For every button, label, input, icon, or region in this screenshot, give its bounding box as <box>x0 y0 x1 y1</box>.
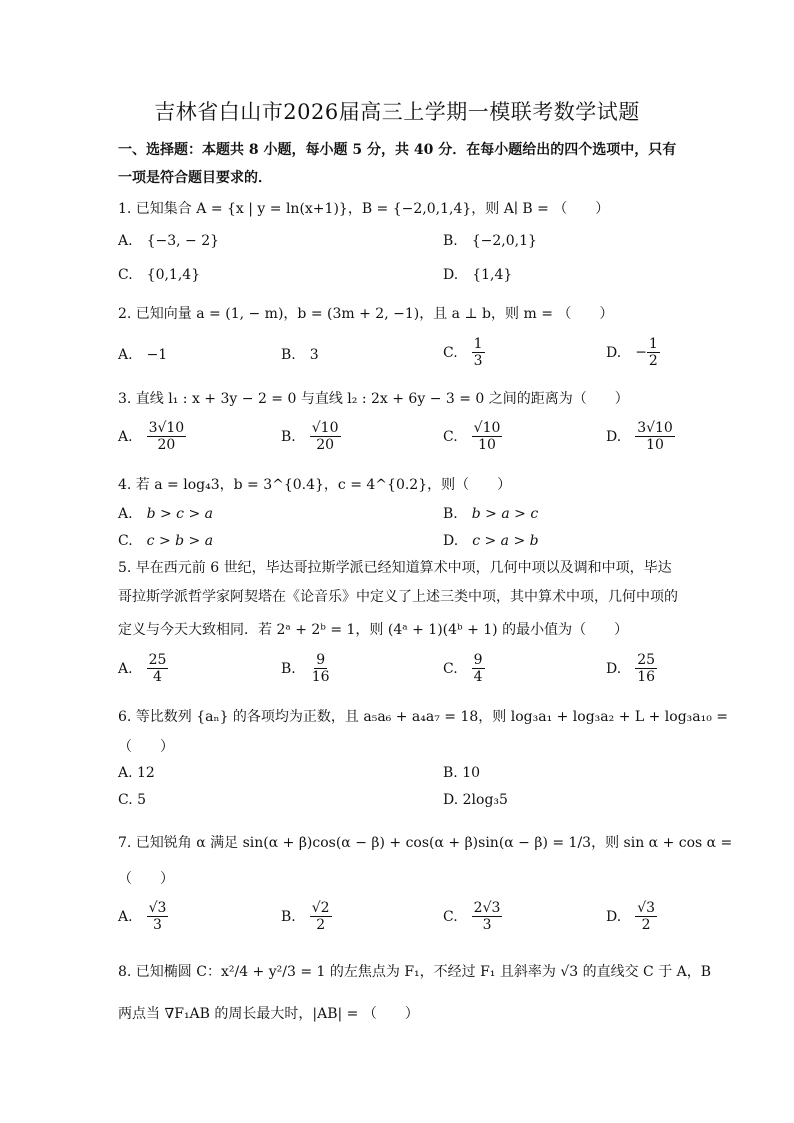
q5-option-c <box>443 652 485 685</box>
q3-option-a <box>118 420 186 453</box>
q1-option-c-text: {0,1,4} <box>146 267 201 283</box>
numerator: √10 <box>311 420 339 436</box>
numerator: 1 <box>648 336 658 352</box>
q1-option-d <box>443 267 512 283</box>
q5-option-b-fraction <box>310 652 332 685</box>
q5-option-b <box>281 652 332 685</box>
option-label: D. <box>606 344 622 361</box>
question-5-line-3: 定义与今天大致相同．若 2ᵃ + 2ᵇ = 1，则 (4ᵃ + 1)(4ᵇ + 1) 的最小值为（ ） <box>118 622 629 638</box>
option-label: D. <box>606 428 622 445</box>
q4-option-c <box>118 533 213 549</box>
q7-option-d <box>606 900 657 933</box>
option-label: A. <box>118 428 133 445</box>
q1-option-d-text: {1,4} <box>472 267 513 283</box>
q7-option-a <box>118 900 168 933</box>
question-7-line-2: （ ） <box>118 871 174 887</box>
question-2-stem: 2. 已知向量 a = (1, − m)，b = (3m + 2, −1)，且 a ⊥ b，则 m = （ ） <box>118 306 614 322</box>
q2-option-c-fraction <box>472 336 485 369</box>
q7-option-c-fraction <box>472 900 503 933</box>
numerator: 25 <box>637 652 656 668</box>
option-label: A. <box>118 347 133 363</box>
option-label: A. <box>118 233 133 249</box>
option-label: C. <box>443 660 458 677</box>
numerator: 2√3 <box>473 900 501 916</box>
option-label: B. <box>281 660 296 677</box>
q4-option-a <box>118 506 213 522</box>
q3-option-d-fraction <box>635 420 675 453</box>
q5-option-d-fraction <box>635 652 657 685</box>
section-instruction-line-1: 一、选择题：本题共 8 小题，每小题 5 分，共 40 分．在每小题给出的四个选项中，只有 <box>118 142 677 158</box>
option-label: D. <box>443 267 459 283</box>
numerator: 3√10 <box>637 420 673 436</box>
q1-option-b <box>443 233 537 249</box>
q4-option-b-text: b > a > c <box>471 506 539 522</box>
numerator: √10 <box>473 420 501 436</box>
numerator: 9 <box>316 652 326 668</box>
q4-option-c-text: c > b > a <box>146 533 214 549</box>
q4-option-b <box>443 506 538 522</box>
q6-option-b: B. 10 <box>443 765 481 781</box>
q1-option-a <box>118 233 219 249</box>
numerator: √2 <box>311 900 330 916</box>
q7-option-a-fraction <box>147 900 169 933</box>
option-label: A. <box>118 660 133 677</box>
question-5-line-1: 5. 早在西元前 6 世纪，毕达哥拉斯学派已经知道算术中项，几何中项以及调和中项，毕达 <box>118 560 672 576</box>
option-label: C. <box>443 908 458 925</box>
question-5-line-2: 哥拉斯学派哲学家阿契塔在《论音乐》中定义了上述三类中项，其中算术中项，几何中项的 <box>118 589 678 605</box>
numerator: √3 <box>637 900 656 916</box>
denominator: 16 <box>637 669 656 686</box>
option-label: B. <box>281 347 296 363</box>
q7-option-c <box>443 900 502 933</box>
denominator: 20 <box>316 437 335 454</box>
q2-option-a-text: −1 <box>146 347 168 363</box>
numerator: 3√10 <box>148 420 185 436</box>
question-6-line-1: 6. 等比数列 {aₙ} 的各项均为正数，且 a₅a₆ + a₄a₇ = 18，则 log₃a₁ + log₃a₂ + L + log₃a₁₀ = <box>118 709 729 725</box>
denominator: 16 <box>311 669 330 686</box>
q5-option-a-fraction <box>147 652 169 685</box>
denominator: 4 <box>153 669 162 686</box>
q1-option-a-text: {−3, − 2} <box>146 233 220 249</box>
denominator: 4 <box>473 669 483 686</box>
q3-option-c <box>443 420 502 453</box>
question-8-line-2: 两点当 ∇F₁AB 的周长最大时，|AB| = （ ） <box>118 1006 419 1022</box>
q7-option-b-fraction <box>310 900 332 933</box>
q3-option-b <box>281 420 341 453</box>
q5-option-d <box>606 652 657 685</box>
page-title: 吉林省白山市2026届高三上学期一模联考数学试题 <box>154 100 640 124</box>
q2-option-d-fraction <box>647 336 660 369</box>
question-6-line-2: （ ） <box>118 739 174 755</box>
denominator: 10 <box>478 437 496 454</box>
question-8-line-1: 8. 已知椭圆 C：x²/4 + y²/3 = 1 的左焦点为 F₁，不经过 F₁ 且斜率为 √3 的直线交 C 于 A，B <box>118 964 712 980</box>
option-label: B. <box>281 428 296 445</box>
numerator: √3 <box>148 900 167 916</box>
option-label: C. <box>443 344 458 361</box>
q7-option-b <box>281 900 332 933</box>
q2-option-a <box>118 347 167 363</box>
q7-option-d-fraction <box>635 900 657 933</box>
q3-option-b-fraction <box>310 420 341 453</box>
option-label: C. <box>118 267 133 283</box>
denominator: 3 <box>473 353 483 370</box>
section-instruction-line-2: 一项是符合题目要求的． <box>118 170 272 186</box>
q5-option-a <box>118 652 168 685</box>
denominator: 20 <box>157 437 176 454</box>
q2-option-c <box>443 336 485 369</box>
numerator: 25 <box>148 652 167 668</box>
option-label: B. <box>443 233 458 249</box>
q2-option-d <box>606 336 660 369</box>
denominator: 10 <box>646 437 664 454</box>
q6-option-a: A. 12 <box>118 765 155 781</box>
option-label: D. <box>443 533 459 549</box>
q4-option-d-text: c > a > b <box>472 533 539 549</box>
minus-sign: − <box>635 344 647 361</box>
denominator: 2 <box>648 353 658 370</box>
option-label: C. <box>443 428 458 445</box>
q2-option-b <box>281 347 319 363</box>
denominator: 2 <box>316 917 326 934</box>
q4-option-a-text: b > c > a <box>146 506 213 522</box>
q2-option-b-text: 3 <box>309 347 319 363</box>
denominator: 3 <box>153 917 162 934</box>
question-1-stem: 1. 已知集合 A = {x | y = ln(x+1)}，B = {−2,0,1,4}，则 A∣ B = （ ） <box>118 201 610 217</box>
question-3-stem: 3. 直线 l₁ : x + 3y − 2 = 0 与直线 l₂ : 2x + 6y − 3 = 0 之间的距离为（ ） <box>118 391 629 407</box>
denominator: 3 <box>482 917 492 934</box>
q5-option-c-fraction <box>472 652 485 685</box>
q1-option-c <box>118 267 200 283</box>
numerator: 9 <box>473 652 483 668</box>
q6-option-c: C. 5 <box>118 792 147 808</box>
q1-option-b-text: {−2,0,1} <box>471 233 537 249</box>
question-4-stem: 4. 若 a = log₄3，b = 3^{0.4}，c = 4^{0.2}，则（ ） <box>118 477 512 493</box>
question-7-line-1: 7. 已知锐角 α 满足 sin(α + β)cos(α − β) + cos(α + β)sin(α − β) = 1/3，则 sin α + cos α = <box>118 835 733 851</box>
option-label: A. <box>118 908 133 925</box>
q3-option-c-fraction <box>472 420 503 453</box>
option-label: D. <box>606 908 622 925</box>
option-label: A. <box>118 506 133 522</box>
q6-option-d: D. 2log₃5 <box>443 792 508 808</box>
q4-option-d <box>443 533 539 549</box>
option-label: B. <box>281 908 296 925</box>
q3-option-d <box>606 420 675 453</box>
q3-option-a-fraction <box>147 420 187 453</box>
option-label: C. <box>118 533 133 549</box>
option-label: B. <box>443 506 458 522</box>
denominator: 2 <box>641 917 651 934</box>
option-label: D. <box>606 660 622 677</box>
numerator: 1 <box>473 336 483 352</box>
